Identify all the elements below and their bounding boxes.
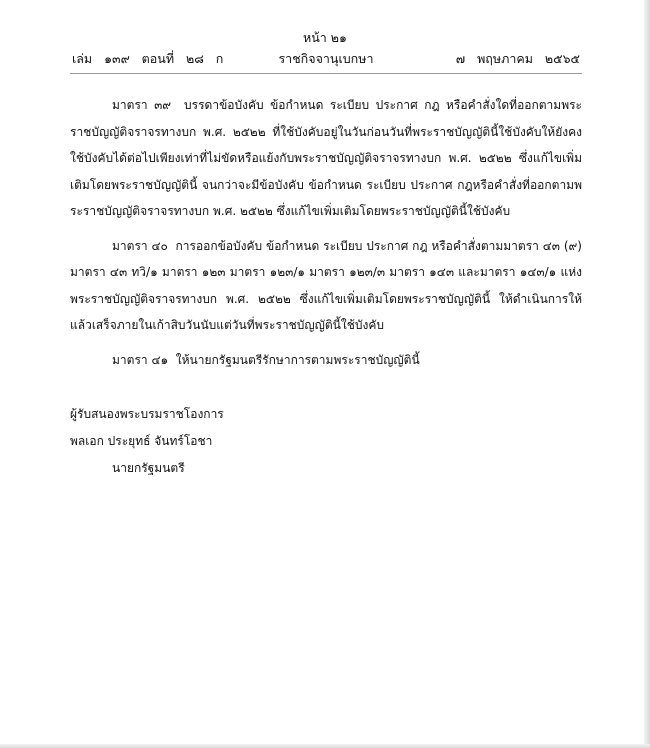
signatory-title: นายกรัฐมนตรี: [112, 461, 185, 475]
publication-name: ราชกิจจานุเบกษา: [278, 51, 374, 66]
section-39: [70, 92, 582, 225]
section-text: ให้นายกรัฐมนตรีรักษาการตามพระราชบัญญัตินี้: [175, 352, 420, 367]
document-body: [70, 92, 582, 373]
countersign-label: ผู้รับสนองพระบรมราชโองการ: [70, 407, 224, 421]
section-text: บรรดาข้อบังคับ ข้อกำหนด ระเบียบ ประกาศ กฎ หรือคำสั่งใดที่ออกตามพระราชบัญญัติจราจรทางบก พ.ศ. ๒๕๒๒ ที่ใช้บังคับอยู่ในวันก่อนวันที่พระราชบัญญัตินี้ใช้บังคับให้ยังคงใช้บังคับได้ต่อไปเพียงเท่าที่ไม่ขัดหรือแย้งกับพระราชบัญญัติจราจรทางบก พ.ศ. ๒๕๒๒ ซึ่งแก้ไขเพิ่มเติมโดยพระราชบัญญัตินี้ จนกว่าจะมีข้อบังคับ ข้อกำหนด ระเบียบ ประกาศ กฎหรือคำสั่งที่ออกตามพระราชบัญญัติจราจรทางบก พ.ศ. ๒๕๒๒ ซึ่งแก้ไขเพิ่มเติมโดยพระราชบัญญัตินี้ใช้บังคับ: [70, 98, 582, 218]
section-label: มาตรา ๔๐: [112, 238, 168, 253]
section-label: มาตรา ๔๑: [112, 352, 169, 367]
section-text: การออกข้อบังคับ ข้อกำหนด ระเบียบ ประกาศ กฎ หรือคำสั่งตามมาตรา ๔๓ (๙) มาตรา ๔๓ ทวิ/๑ มาตรา ๑๒๓ มาตรา ๑๒๓/๑ มาตรา ๑๒๓/๓ มาตรา ๑๔๓ และมาตรา ๑๔๓/๑ แห่งพระราชบัญญัติจราจรทางบก พ.ศ. ๒๕๒๒ ซึ่งแก้ไขเพิ่มเติมโดยพระราชบัญญัตินี้ ให้ดำเนินการให้แล้วเสร็จภายในเก้าสิบวันนับแต่วันที่พระราชบัญญัตินี้ใช้บังคับ: [70, 238, 582, 332]
page-number: หน้า ๒๑: [303, 30, 347, 45]
page-edge-shadow: [0, 744, 650, 748]
section-label: มาตรา ๓๙: [112, 98, 172, 112]
signatory-name: พลเอก ประยุทธ์ จันทร์โอชา: [70, 434, 213, 448]
publication-date: ๗ พฤษภาคม ๒๕๖๕: [455, 51, 580, 66]
gazette-header: [72, 50, 580, 68]
signature-block: [70, 401, 470, 482]
header-divider: [70, 73, 582, 74]
volume-issue: เล่ม ๑๓๙ ตอนที่ ๒๘ ก: [72, 51, 224, 66]
section-40: [70, 233, 582, 339]
page-edge-shadow: [644, 0, 650, 748]
section-41: [70, 347, 582, 374]
